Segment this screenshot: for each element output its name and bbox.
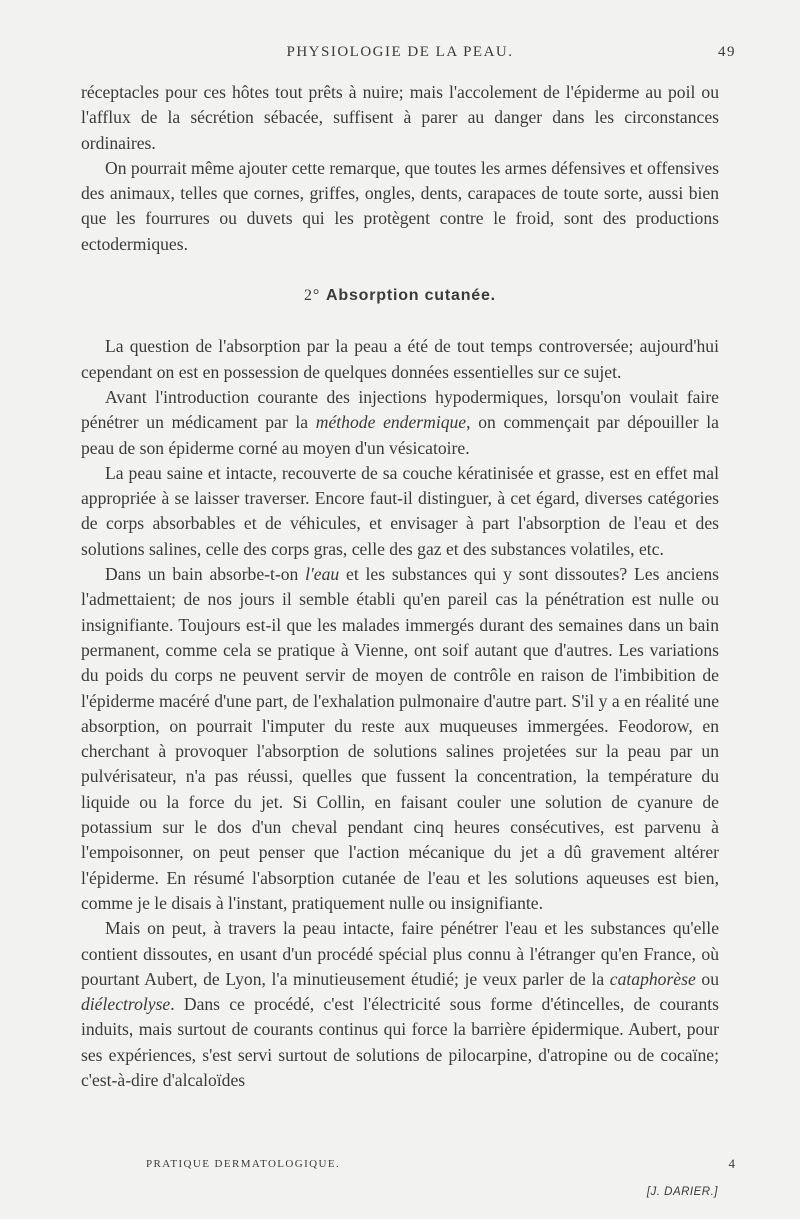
section-title: Absorption cutanée. [326, 287, 496, 305]
signature-number: 4 [728, 1156, 735, 1171]
paragraph: La question de l'absorption par la peau a été de tout temps controversée; aujourd'hui cependant on est en possession de quelques données essentielles sur ce sujet. [81, 336, 719, 382]
italic-term: cataphorèse [609, 968, 696, 989]
paragraph [81, 385, 719, 461]
printer-mark: [J. DARIER.] [646, 1186, 718, 1198]
page-number: 49 [718, 44, 736, 60]
section-number: 2° [304, 287, 321, 305]
paragraph: La peau saine et intacte, recouverte de sa couche kératinisée et grasse, est en effet mal appropriée à se laisser traverser. Encore faut-il distinguer, à cet égard, diverses catégories de corps absorbables et de véhicules, et envisager à part l'absorption de l'eau et des solutions salines, celle des corps gras, celle des gaz et des substances volatiles, etc. [81, 462, 719, 559]
italic-term: l'eau [305, 564, 340, 585]
footer-title: PRATIQUE DERMATOLOGIQUE. [146, 1158, 341, 1170]
text-run: ou [695, 968, 719, 989]
text-run: Dans un bain absorbe-t-on [105, 564, 306, 585]
body-text [81, 80, 719, 1093]
text-run: . Dans ce procédé, c'est l'électricité sous forme d'étincelles, de courants induits, mais surtout de courants continus qui force la barrière épidermique. Aubert, pour ses expériences, s'est servi surtout de solutions de pilocarpine, d'atropine ou de cocaïne; c'est-à-dire d'alcaloïdes [81, 994, 719, 1090]
paragraph: On pourrait même ajouter cette remarque, que toutes les armes défensives et offensives des animaux, telles que cornes, griffes, ongles, dents, carapaces de toute sorte, aussi bien que les fourrures ou duvets qui les protègent contre le froid, sont des productions ectodermiques. [81, 157, 719, 254]
text-run: et les substances qui y sont dissoutes? Les anciens l'admettaient; de nos jours il semble établi qu'en pareil cas la pénétration est nulle ou insignifiante. Toujours est-il que les malades immergés durant des semaines dans un bain permanent, comme cela se pratique à Vienne, ont soif autant que d'autres. Les variations du poids du corps ne peuvent servir de moyen de contrôle en raison de l'imbibition de l'épiderme macéré d'une part, de l'exhalation pulmonaire d'autre part. S'il y a en réalité une absorption, on pourrait l'imputer du reste aux muqueuses immergées. Feodorow, en cherchant à provoquer l'absorption de solutions salines projetées sur la peau par un pulvérisateur, n'a pas réussi, quelles que fussent la concentration, la température du liquide ou la force du jet. Si Collin, en faisant couler une solution de cyanure de potassium sur le dos d'un cheval pendant cinq heures consécutives, est parvenu à l'empoisonner, on peut penser que l'action mécanique du jet a dû gravement altérer l'épiderme. En résumé l'absorption cutanée de l'eau et les solutions aqueuses est bien, comme je le disais à l'instant, pratiquement nulle ou insignifiante. [81, 564, 719, 913]
italic-term: méthode endermique [315, 412, 467, 433]
section-heading [81, 283, 719, 308]
text-run: Avant l'introduction courante des injections hypodermiques, lorsqu'on voulait faire pénétrer un médicament par la [81, 386, 719, 433]
paragraph: réceptacles pour ces hôtes tout prêts à nuire; mais l'accolement de l'épiderme au poil ou l'afflux de la sécrétion sébacée, suffisent à parer au danger dans les circonstances ordinaires. [81, 82, 719, 153]
running-title: PHYSIOLOGIE DE LA PEAU. [286, 44, 514, 60]
text-run: Mais on peut, à travers la peau intacte, faire pénétrer l'eau et les substances qu'elle contient dissoutes, en usant d'un procédé spécial plus connu à l'étranger qu'en France, où pourtant Aubert, de Lyon, l'a minutieusement étudié; je veux parler de la [81, 918, 719, 989]
paragraph [81, 916, 719, 1093]
text-run: , on commençait par dépouiller la peau de son épiderme corné au moyen d'un vésicatoire. [81, 412, 719, 458]
italic-term: diélectrolyse [81, 994, 171, 1015]
paragraph [81, 562, 719, 916]
